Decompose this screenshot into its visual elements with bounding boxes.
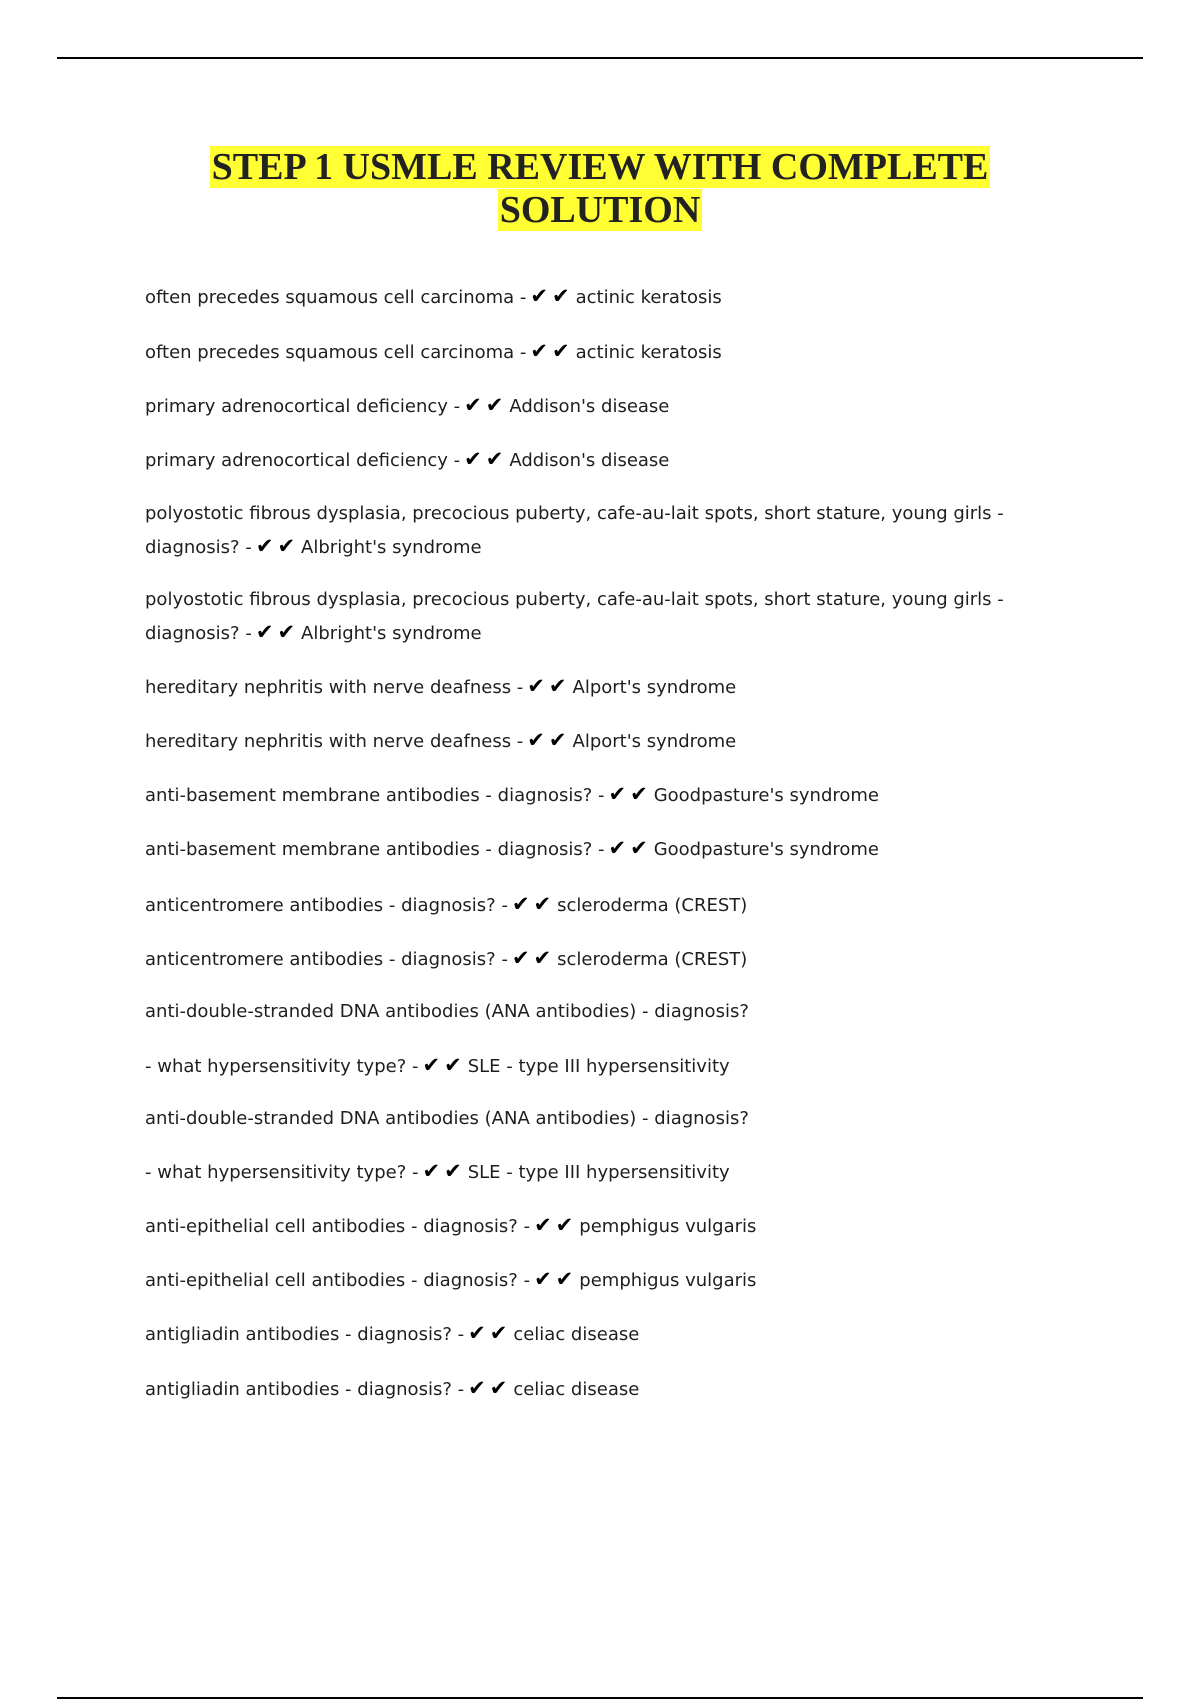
qa-entry	[145, 1155, 1015, 1189]
qa-entry	[145, 1372, 1015, 1406]
check-mark-icon: ✔✔	[527, 674, 571, 698]
qa-entry	[145, 778, 1015, 812]
question-text: anticentromere antibodies - diagnosis? -	[145, 949, 508, 970]
check-mark-icon: ✔✔	[511, 946, 556, 970]
check-mark-icon: ✔✔	[608, 782, 652, 806]
qa-entry	[145, 1263, 1015, 1297]
qa-entry	[145, 389, 1015, 423]
question-text: hereditary nephritis with nerve deafness -	[145, 731, 524, 752]
question-text: polyostotic fibrous dysplasia, precocious puberty, cafe-au-lait spots, short stature, young girls - diagnosis? -	[145, 589, 1004, 644]
check-mark-icon: ✔✔	[530, 339, 574, 363]
question-text: - what hypersensitivity type? -	[145, 1162, 419, 1183]
answer-text: Albright's syndrome	[301, 623, 482, 644]
answer-text: Goodpasture's syndrome	[653, 785, 880, 806]
question-text: hereditary nephritis with nerve deafness -	[145, 677, 524, 698]
page-title	[0, 146, 1200, 232]
qa-entry	[145, 724, 1015, 758]
question-text: anticentromere antibodies - diagnosis? -	[145, 895, 508, 916]
check-mark-icon: ✔✔	[255, 620, 300, 644]
check-mark-icon: ✔✔	[534, 1267, 578, 1291]
question-text: anti-epithelial cell antibodies - diagnosis? -	[145, 1216, 531, 1237]
answer-text: scleroderma (CREST)	[557, 949, 748, 970]
question-text: antigliadin antibodies - diagnosis? -	[145, 1324, 465, 1345]
answer-text: celiac disease	[513, 1324, 640, 1345]
check-mark-icon: ✔✔	[422, 1159, 466, 1183]
answer-text: SLE - type III hypersensitivity	[467, 1162, 730, 1183]
qa-entry	[145, 942, 1015, 976]
answer-text: Addison's disease	[509, 396, 670, 417]
header-rule	[57, 57, 1143, 59]
qa-entry	[145, 1049, 1015, 1083]
question-text: anti-basement membrane antibodies - diagnosis? -	[145, 839, 605, 860]
check-mark-icon: ✔✔	[422, 1053, 466, 1077]
question-text: often precedes squamous cell carcinoma -	[145, 342, 527, 363]
answer-text: scleroderma (CREST)	[557, 895, 748, 916]
check-mark-icon: ✔✔	[468, 1321, 512, 1345]
question-text: antigliadin antibodies - diagnosis? -	[145, 1379, 465, 1400]
qa-entry	[145, 670, 1015, 704]
answer-text: pemphigus vulgaris	[579, 1270, 757, 1291]
check-mark-icon: ✔✔	[255, 534, 300, 558]
qa-entry	[145, 280, 1015, 314]
answer-text: celiac disease	[513, 1379, 640, 1400]
check-mark-icon: ✔✔	[464, 393, 508, 417]
qa-entry	[145, 443, 1015, 477]
check-mark-icon: ✔✔	[511, 892, 556, 916]
answer-text: SLE - type III hypersensitivity	[467, 1056, 730, 1077]
answer-text: Alport's syndrome	[572, 677, 737, 698]
check-mark-icon: ✔✔	[608, 836, 652, 860]
footer-rule	[57, 1697, 1143, 1699]
qa-entry	[145, 1209, 1015, 1243]
qa-entry	[145, 832, 1015, 866]
answer-text: Addison's disease	[509, 450, 670, 471]
question-text: polyostotic fibrous dysplasia, precocious puberty, cafe-au-lait spots, short stature, young girls - diagnosis? -	[145, 503, 1004, 558]
check-mark-icon: ✔✔	[527, 728, 571, 752]
question-text: anti-basement membrane antibodies - diagnosis? -	[145, 785, 605, 806]
qa-entry	[145, 888, 1015, 922]
check-mark-icon: ✔✔	[534, 1213, 578, 1237]
question-text: primary adrenocortical deficiency -	[145, 450, 461, 471]
question-text: anti-double-stranded DNA antibodies (ANA antibodies) - diagnosis?	[145, 1001, 749, 1022]
question-text: anti-epithelial cell antibodies - diagnosis? -	[145, 1270, 531, 1291]
check-mark-icon: ✔✔	[530, 284, 574, 308]
answer-text: Alport's syndrome	[572, 731, 737, 752]
answer-text: Goodpasture's syndrome	[653, 839, 880, 860]
qa-entry	[145, 1102, 1015, 1135]
qa-entry	[145, 335, 1015, 369]
answer-text: pemphigus vulgaris	[579, 1216, 757, 1237]
qa-entry	[145, 583, 1015, 650]
question-text: often precedes squamous cell carcinoma -	[145, 287, 527, 308]
answer-text: actinic keratosis	[575, 287, 722, 308]
answer-text: actinic keratosis	[575, 342, 722, 363]
question-text: primary adrenocortical deficiency -	[145, 396, 461, 417]
qa-entry	[145, 1317, 1015, 1351]
qa-entry	[145, 995, 1015, 1028]
title-line-1: STEP 1 USMLE REVIEW WITH COMPLETE	[211, 146, 989, 188]
check-mark-icon: ✔✔	[468, 1376, 512, 1400]
answer-text: Albright's syndrome	[301, 537, 482, 558]
check-mark-icon: ✔✔	[464, 447, 508, 471]
title-line-2: SOLUTION	[499, 189, 701, 231]
qa-entry	[145, 497, 1015, 564]
question-text: - what hypersensitivity type? -	[145, 1056, 419, 1077]
question-text: anti-double-stranded DNA antibodies (ANA antibodies) - diagnosis?	[145, 1108, 749, 1129]
